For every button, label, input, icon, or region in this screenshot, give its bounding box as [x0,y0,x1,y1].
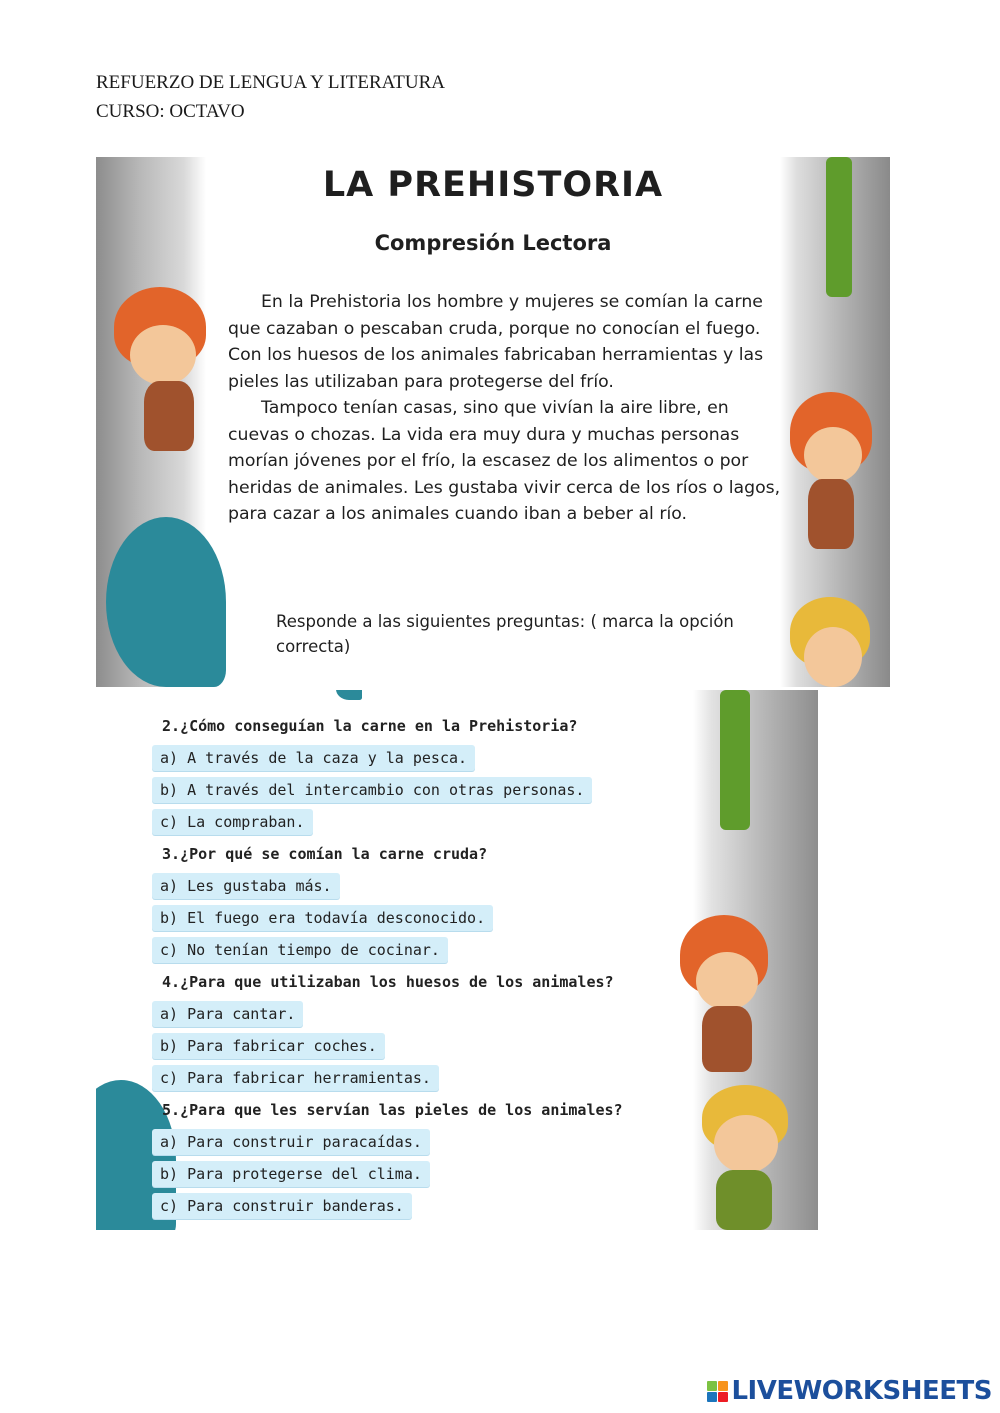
cavegirl-face-illustration [804,427,862,483]
caveman-face-illustration [130,325,196,385]
cavegirl-body-illustration [808,479,854,549]
question-list [152,710,712,1222]
answer-option[interactable]: c) Para construir banderas. [152,1193,412,1219]
leaf-illustration [336,690,362,700]
reading-panel [96,157,890,687]
caveman-body-illustration [144,381,194,451]
answer-option[interactable]: c) La compraban. [152,809,313,835]
question-5: 5.¿Para que les servían las pieles de los animales? [162,1101,623,1119]
answer-option[interactable]: c) No tenían tiempo de cocinar. [152,937,448,963]
liveworksheets-logo-text: LIVEWORKSHEETS [731,1376,992,1406]
answer-option[interactable]: a) Les gustaba más. [152,873,340,899]
reading-text [228,289,793,528]
answer-option[interactable]: b) A través del intercambio con otras personas. [152,777,592,803]
worksheet-title: LA PREHISTORIA [322,165,664,205]
answer-option[interactable]: a) A través de la caza y la pesca. [152,745,475,771]
answer-option[interactable]: b) Para protegerse del clima. [152,1161,430,1187]
reading-paragraph-2: Tampoco tenían casas, sino que vivían la aire libre, en cuevas o chozas. La vida era muy dura y muchas personas morían jóvenes por el frío, la escasez de los alimentos o por heridas de animales. Les gustaba vivir cerca de los ríos o lagos, para cazar a los animales cuando iban a beber al río. [228,398,781,524]
logo-square [718,1381,728,1391]
instructions-text: Responde a las siguientes preguntas: ( marca la opción correcta) [276,612,734,656]
answer-option[interactable]: b) Para fabricar coches. [152,1033,385,1059]
liveworksheets-logo [707,1376,992,1406]
worksheet-subtitle: Compresión Lectora [374,231,612,255]
reading-paragraph-1: En la Prehistoria los hombre y mujeres se comían la carne que cazaban o pescaban cruda, porque no conocían el fuego. Con los huesos de los animales fabricaban herramientas y las pieles las utilizaban para protegerse del frío. [228,292,764,392]
header-course: CURSO: OCTAVO [96,101,245,122]
question-2: 2.¿Cómo conseguían la carne en la Prehistoria? [162,717,578,735]
caveboy-face-illustration [804,627,862,687]
caveboy-face-illustration [714,1115,778,1173]
logo-square [707,1392,717,1402]
answer-option[interactable]: a) Para cantar. [152,1001,303,1027]
answer-option[interactable]: b) El fuego era todavía desconocido. [152,905,493,931]
caveboy-body-illustration [716,1170,772,1230]
question-3: 3.¿Por qué se comían la carne cruda? [162,845,488,863]
answer-option[interactable]: c) Para fabricar herramientas. [152,1065,439,1091]
questions-panel [96,690,818,1230]
vine-illustration [720,690,750,830]
logo-square [718,1392,728,1402]
question-4: 4.¿Para que utilizaban los huesos de los animales? [162,973,614,991]
logo-square [707,1381,717,1391]
liveworksheets-logo-icon [707,1381,728,1402]
header-subject: REFUERZO DE LENGUA Y LITERATURA [96,72,446,93]
answer-option[interactable]: a) Para construir paracaídas. [152,1129,430,1155]
leaf-illustration [106,517,226,687]
